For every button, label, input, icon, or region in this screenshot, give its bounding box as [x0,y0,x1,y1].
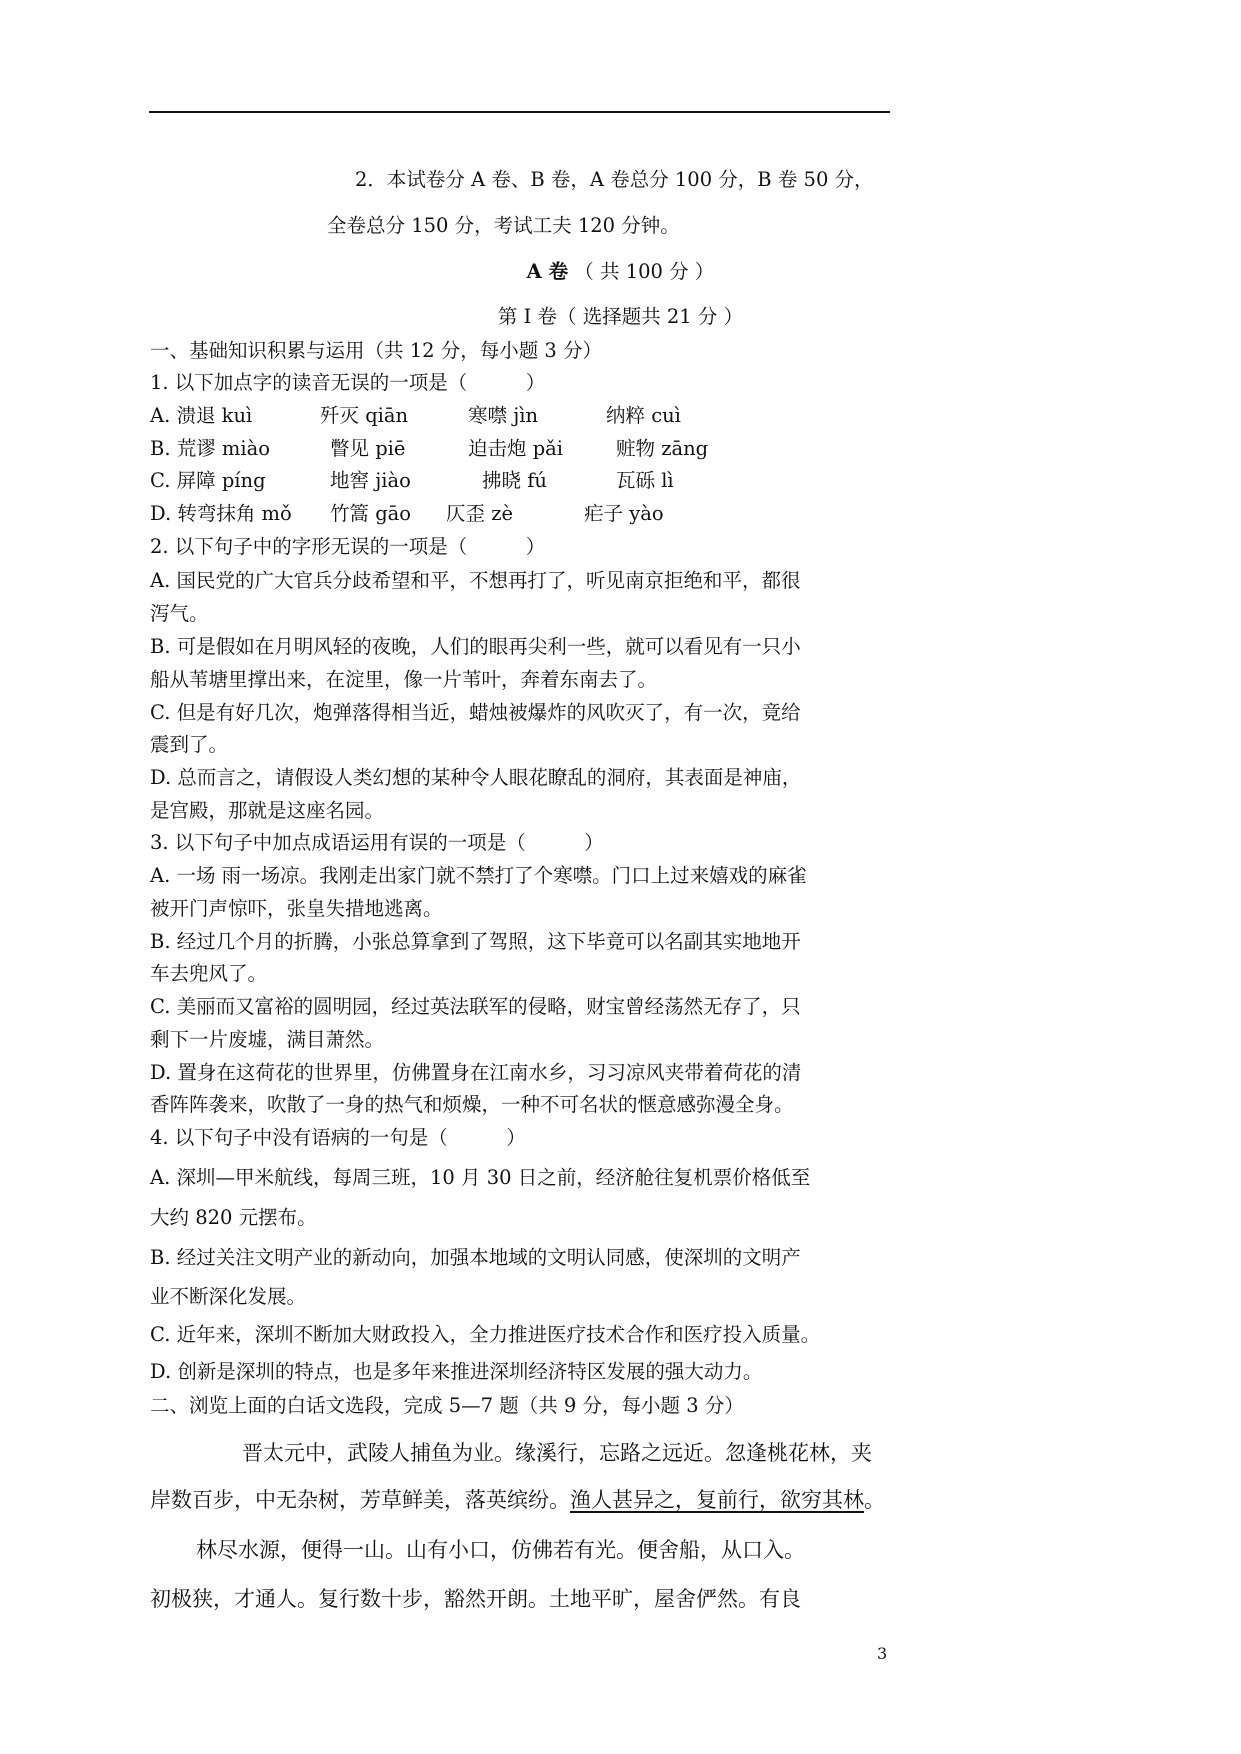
q1-option-b-item1: B. 荒谬 miào [150,437,271,460]
q1-option-d-item3: 仄歪 zè [446,502,514,525]
passage-p1-line2-end: 。 [864,1488,885,1512]
passage-p1-line1: 晋太元中，武陵人捕鱼为业。缘溪行，忘路之远近。忽逢桃花林，夹 [242,1441,872,1465]
q3-option-b-line1: B. 经过几个月的折腾，小张总算拿到了驾照，这下毕竟可以名副其实地地开 [150,930,801,953]
q1-option-c-item1: C. 屏障 píng [150,469,266,492]
passage-p2-line1: 林尽水源，便得一山。山有小口，仿佛若有光。便舍船，从口入。 [196,1538,805,1562]
q3-option-c-line2: 剩下一片废墟，满目萧然。 [150,1028,385,1051]
q4-stem: 4. 以下句子中没有语病的一句是（ ） [150,1126,526,1149]
q2-option-a-line1: A. 国民党的广大官兵分歧希望和平，不想再打了，听见南京拒绝和平，都很 [150,569,801,592]
q2-option-b-line2: 船从苇塘里撑出来，在淀里，像一片苇叶，奔着东南去了。 [150,668,658,691]
q4-option-a-line1: A. 深圳—甲米航线，每周三班，10 月 30 日之前，经济舱往复机票价格低至 [150,1166,811,1189]
q3-option-b-line2: 车去兜风了。 [150,962,268,985]
q3-option-a-line1: A. 一场 雨一场凉。我刚走出家门就不禁打了个寒噤。门口上过来嬉戏的麻雀 [150,864,807,887]
passage-underlined-sentence: 渔人甚异之，复前行，欲穷其林 [570,1488,864,1512]
part1-title: 第 I 卷（ 选择题共 21 分 ） [497,305,744,328]
exam-note-line1: 2．本试卷分 A 卷、B 卷，A 卷总分 100 分，B 卷 50 分， [355,168,874,191]
volume-a-heading [0,262,1241,282]
passage-p1-line2-text: 岸数百步，中无杂树，芳草鲜美，落英缤纷。 [150,1488,570,1512]
q4-option-d: D. 创新是深圳的特点，也是多年来推进深圳经济特区发展的强大动力。 [150,1360,763,1383]
q1-option-a-item3: 寒噤 jìn [468,404,539,427]
q1-option-a-item1: A. 溃退 kuì [150,404,253,427]
q2-option-a-line2: 泻气。 [150,602,209,625]
q2-option-d-line1: D. 总而言之，请假设人类幻想的某种令人眼花瞭乱的洞府，其表面是神庙， [150,766,802,789]
q1-option-c-item4: 瓦砾 lì [616,469,674,492]
exam-note-line2: 全卷总分 150 分，考试工夫 120 分钟。 [327,214,680,237]
q3-option-a-line2: 被开门声惊吓，张皇失措地逃离。 [150,897,443,920]
q4-option-b-line2: 业不断深化发展。 [150,1285,307,1308]
page-number: 3 [877,1644,888,1663]
q3-option-c-line1: C. 美丽而又富裕的圆明园，经过英法联军的侵略，财宝曾经荡然无存了，只 [150,995,801,1018]
passage-p2-line2: 初极狭，才通人。复行数十步，豁然开朗。土地平旷，屋舍俨然。有良 [150,1587,801,1611]
q1-option-c-item2: 地窖 jiào [330,469,411,492]
q4-option-a-line2: 大约 820 元摆布。 [150,1206,317,1229]
q1-option-b-item2: 瞥见 piē [330,437,406,460]
q4-option-c: C. 近年来，深圳不断加大财政投入，全力推进医疗技术合作和医疗投入质量。 [150,1323,821,1346]
q4-option-b-line1: B. 经过关注文明产业的新动向，加强本地域的文明认同感，使深圳的文明产 [150,1246,801,1269]
q2-option-b-line1: B. 可是假如在月明风轻的夜晚，人们的眼再尖利一些，就可以看见有一只小 [150,635,801,658]
q1-option-b-item3: 迫击炮 pǎi [468,437,564,460]
q1-option-b-item4: 赃物 zāng [616,437,709,460]
q2-option-c-line2: 震到了。 [150,733,229,756]
q1-stem: 1. 以下加点字的读音无误的一项是（ ） [150,371,546,394]
q3-stem: 3. 以下句子中加点成语运用有误的一项是（ ） [150,831,604,854]
volume-a-score: （ 共 100 分 ） [574,260,715,283]
q2-option-d-line2: 是宫殿，那就是这座名园。 [150,799,385,822]
passage-p1-line2 [150,1490,885,1511]
q2-stem: 2. 以下句子中的字形无误的一项是（ ） [150,535,546,558]
q1-option-d-item1: D. 转弯抹角 mǒ [150,502,292,525]
q3-option-d-line1: D. 置身在这荷花的世界里，仿佛置身在江南水乡，习习凉风夹带着荷花的清 [150,1061,802,1084]
header-rule [149,111,890,113]
q2-option-c-line1: C. 但是有好几次，炮弹落得相当近，蜡烛被爆炸的风吹灭了，有一次，竟给 [150,701,801,724]
section1-title: 一、基础知识积累与运用（共 12 分，每小题 3 分） [150,339,603,362]
q1-option-d-item2: 竹篙 gāo [330,502,412,525]
section2-title: 二、浏览上面的白话文选段，完成 5—7 题（共 9 分，每小题 3 分） [150,1394,744,1417]
q3-option-d-line2: 香阵阵袭来，吹散了一身的热气和烦燥，一种不可名状的惬意感弥漫全身。 [150,1093,794,1116]
q1-option-c-item3: 拂晓 fú [482,469,547,492]
volume-a-title: A 卷 [526,260,569,283]
q1-option-a-item4: 纳粹 cuì [606,404,681,427]
q1-option-a-item2: 歼灭 qiān [320,404,409,427]
q1-option-d-item4: 疟子 yào [584,502,664,525]
